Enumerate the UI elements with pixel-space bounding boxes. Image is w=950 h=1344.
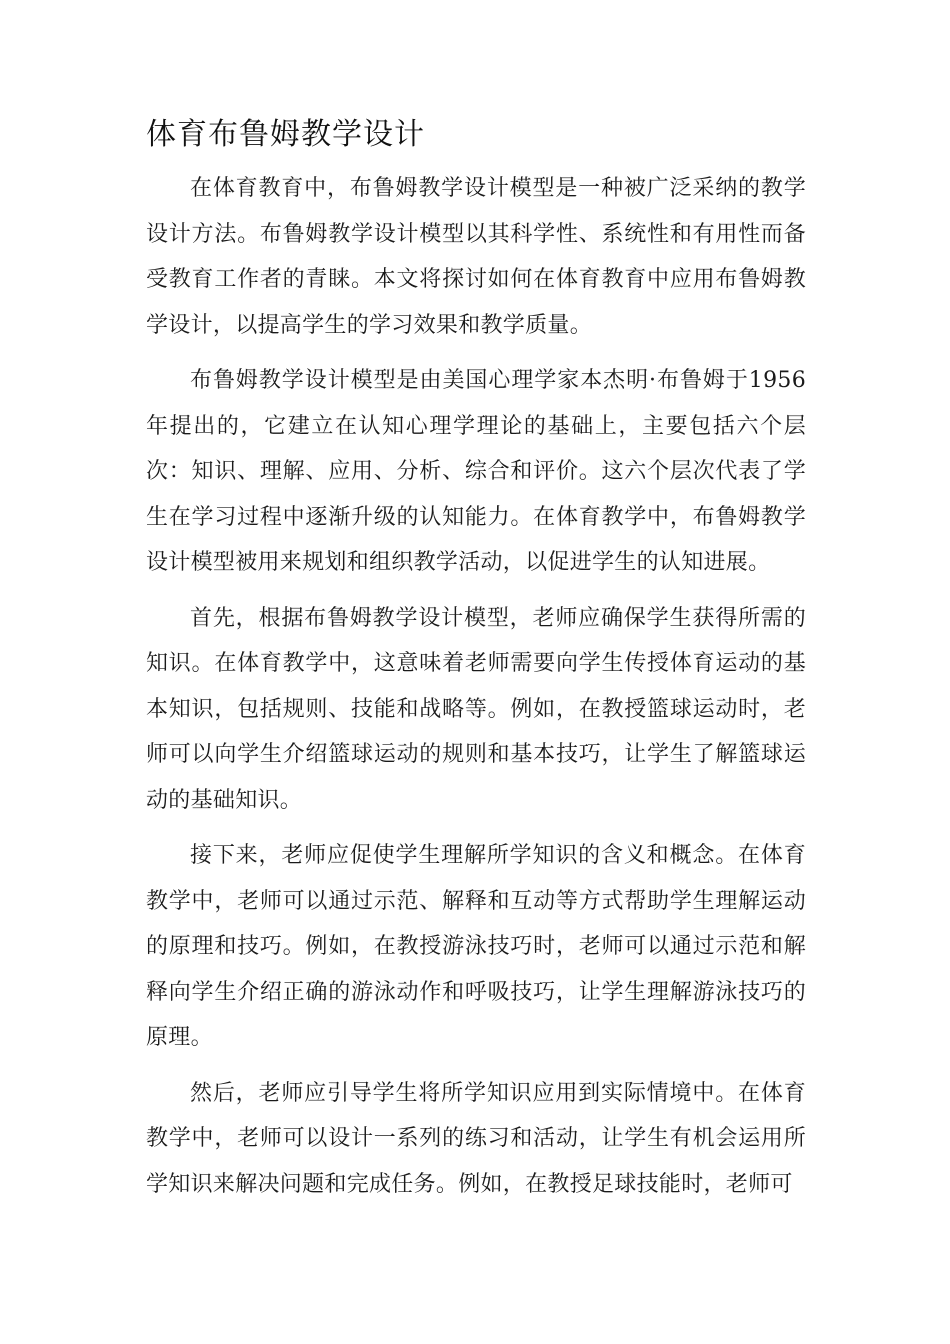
paragraph-intro: 在体育教育中，布鲁姆教学设计模型是一种被广泛采纳的教学设计方法。布鲁姆教学设计模型以其科学性、系统性和有用性而备受教育工作者的青睐。本文将探讨如何在体育教育中应用布鲁姆教学设计，以提高学生的学习效果和教学质量。 — [146, 176, 806, 338]
paragraph-model-background: 布鲁姆教学设计模型是由美国心理学家本杰明·布鲁姆于1956年提出的，它建立在认知心理学理论的基础上，主要包括六个层次：知识、理解、应用、分析、综合和评价。这六个层次代表了学生在学习过程中逐渐升级的认知能力。在体育教学中，布鲁姆教学设计模型被用来规划和组织教学活动，以促进学生的认知进展。 — [146, 368, 806, 575]
document-page — [146, 112, 806, 1217]
paragraph-application: 然后，老师应引导学生将所学知识应用到实际情境中。在体育教学中，老师可以设计一系列的练习和活动，让学生有机会运用所学知识来解决问题和完成任务。例如，在教授足球技能时，老师可 — [146, 1080, 806, 1197]
document-title: 体育布鲁姆教学设计 — [146, 117, 425, 152]
paragraph-comprehension: 接下来，老师应促使学生理解所学知识的含义和概念。在体育教学中，老师可以通过示范、解释和互动等方式帮助学生理解运动的原理和技巧。例如，在教授游泳技巧时，老师可以通过示范和解释向学生介绍正确的游泳动作和呼吸技巧，让学生理解游泳技巧的原理。 — [146, 843, 806, 1050]
paragraph-knowledge: 首先，根据布鲁姆教学设计模型，老师应确保学生获得所需的知识。在体育教学中，这意味着老师需要向学生传授体育运动的基本知识，包括规则、技能和战略等。例如，在教授篮球运动时，老师可以向学生介绍篮球运动的规则和基本技巧，让学生了解篮球运动的基础知识。 — [146, 605, 806, 813]
